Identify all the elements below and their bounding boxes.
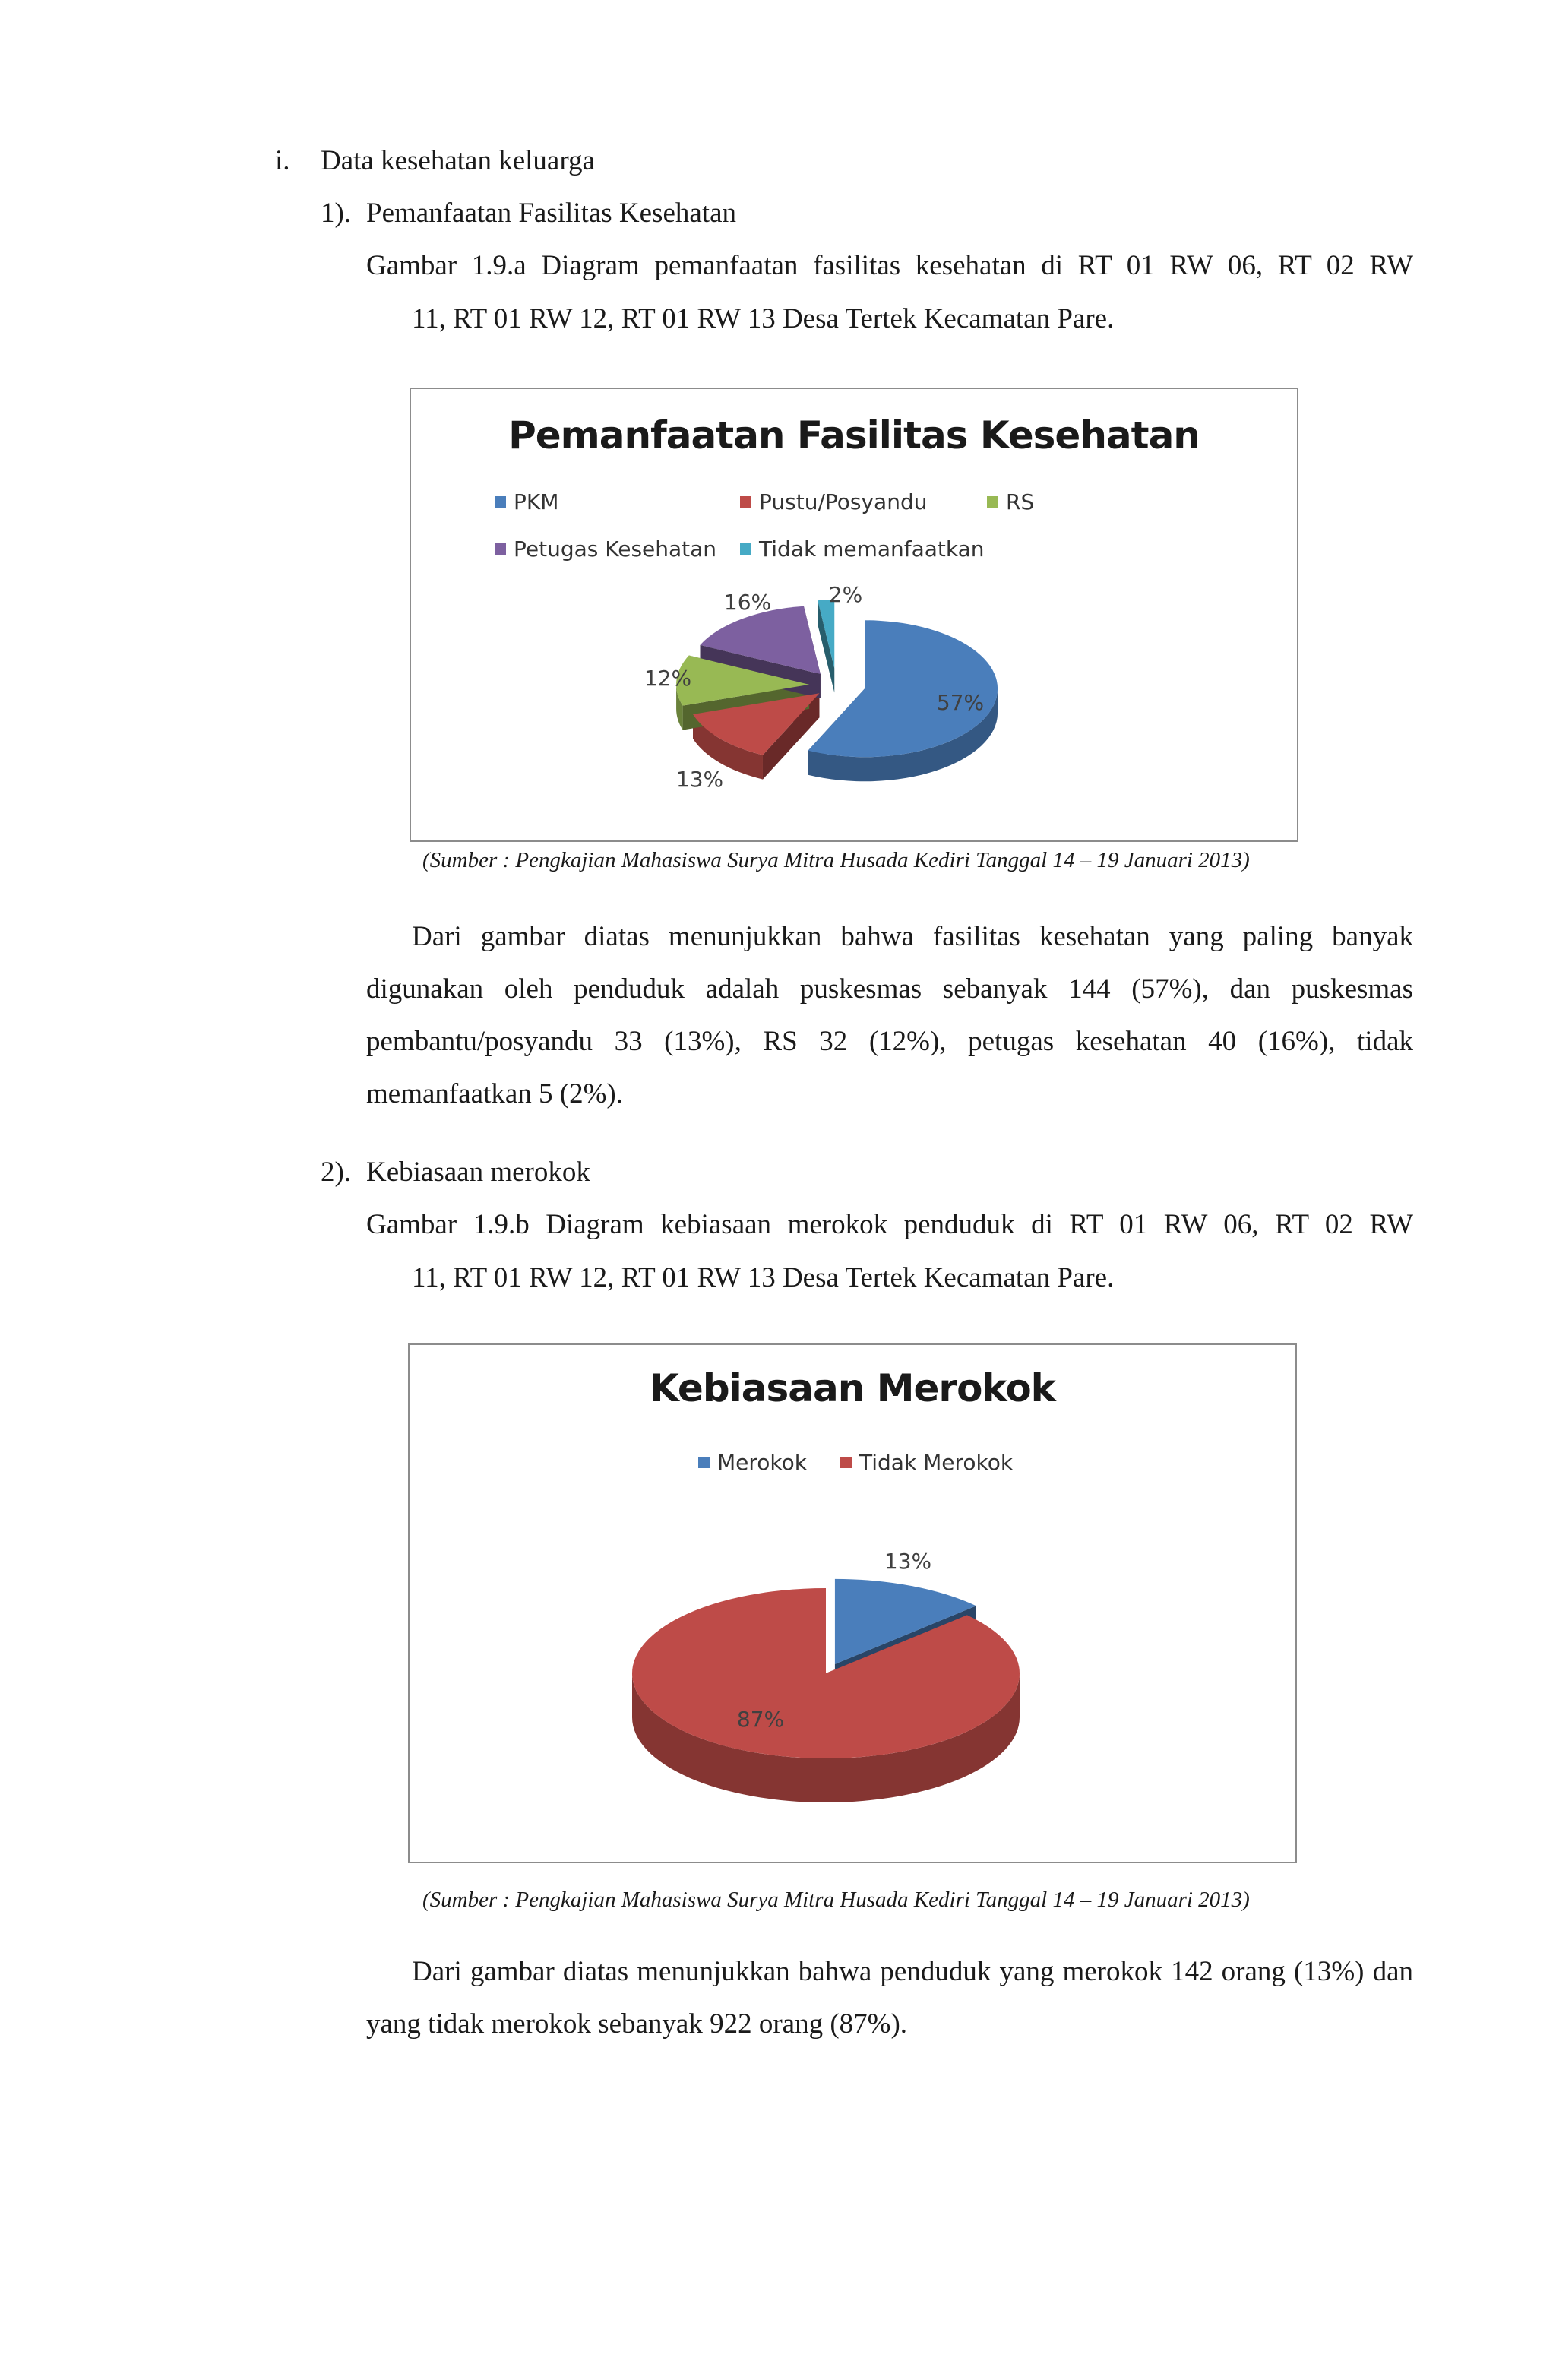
chart2-pie bbox=[410, 1345, 1295, 1862]
section-title: Data kesehatan keluarga bbox=[321, 145, 595, 176]
figure2-source: (Sumber : Pengkajian Mahasiswa Surya Mitra Husada Kediri Tanggal 14 – 19 Januari 2013) bbox=[422, 1888, 1250, 1912]
item1-paragraph: Dari gambar diatas menunjukkan bahwa fasilitas kesehatan yang paling banyak digunakan oleh penduduk adalah puskesmas sebanyak 144 (57%), dan puskesmas pembantu/posyandu 33 (13%), RS 32 (12%), petugas kesehatan 40 (16%), tidak memanfaatkan 5 (2%). bbox=[366, 921, 1413, 1109]
figure2-caption-line1: Gambar 1.9.b Diagram kebiasaan merokok penduduk di RT 01 RW 06, RT 02 RW bbox=[366, 1209, 1413, 1240]
data-label-pkm: 57% bbox=[936, 690, 985, 715]
data-label-tidak-memanfaatkan: 2% bbox=[828, 582, 863, 607]
chart2-title: Kebiasaan Merokok bbox=[650, 1366, 1055, 1410]
figure2-caption-line2: 11, RT 01 RW 12, RT 01 RW 13 Desa Tertek Kecamatan Pare. bbox=[412, 1262, 1115, 1293]
item2-marker: 2). bbox=[321, 1157, 352, 1188]
figure1-caption-line1: Gambar 1.9.a Diagram pemanfaatan fasilitas kesehatan di RT 01 RW 06, RT 02 RW bbox=[366, 250, 1413, 281]
data-label-pustu-posyandu: 13% bbox=[675, 767, 724, 792]
legend-label: Pustu/Posyandu bbox=[759, 489, 928, 514]
data-label-tidak-merokok: 87% bbox=[736, 1707, 785, 1732]
chart1-pie bbox=[411, 389, 1297, 840]
legend-label: RS bbox=[1006, 489, 1035, 514]
legend-label: Merokok bbox=[717, 1450, 807, 1475]
legend-label: Tidak Merokok bbox=[859, 1450, 1014, 1475]
data-label-rs: 12% bbox=[644, 666, 692, 691]
section-marker: i. bbox=[275, 145, 290, 176]
chart1-title: Pemanfaatan Fasilitas Kesehatan bbox=[508, 413, 1200, 457]
legend-label: PKM bbox=[514, 489, 559, 514]
data-label-merokok: 13% bbox=[884, 1549, 932, 1574]
data-label-petugas-kesehatan: 16% bbox=[723, 590, 772, 615]
chart-pemanfaatan bbox=[410, 388, 1298, 842]
item1-marker: 1). bbox=[321, 198, 352, 229]
figure1-source: (Sumber : Pengkajian Mahasiswa Surya Mitra Husada Kediri Tanggal 14 – 19 Januari 2013) bbox=[422, 848, 1250, 872]
legend-label: Petugas Kesehatan bbox=[514, 536, 717, 562]
item2-title: Kebiasaan merokok bbox=[366, 1157, 590, 1188]
item2-paragraph: Dari gambar diatas menunjukkan bahwa penduduk yang merokok 142 orang (13%) dan yang tidak merokok sebanyak 922 orang (87%). bbox=[366, 1956, 1413, 2040]
chart-merokok bbox=[408, 1343, 1297, 1863]
item1-title: Pemanfaatan Fasilitas Kesehatan bbox=[366, 198, 736, 229]
legend-label: Tidak memanfaatkan bbox=[759, 536, 985, 562]
figure1-caption-line2: 11, RT 01 RW 12, RT 01 RW 13 Desa Tertek Kecamatan Pare. bbox=[412, 303, 1115, 334]
